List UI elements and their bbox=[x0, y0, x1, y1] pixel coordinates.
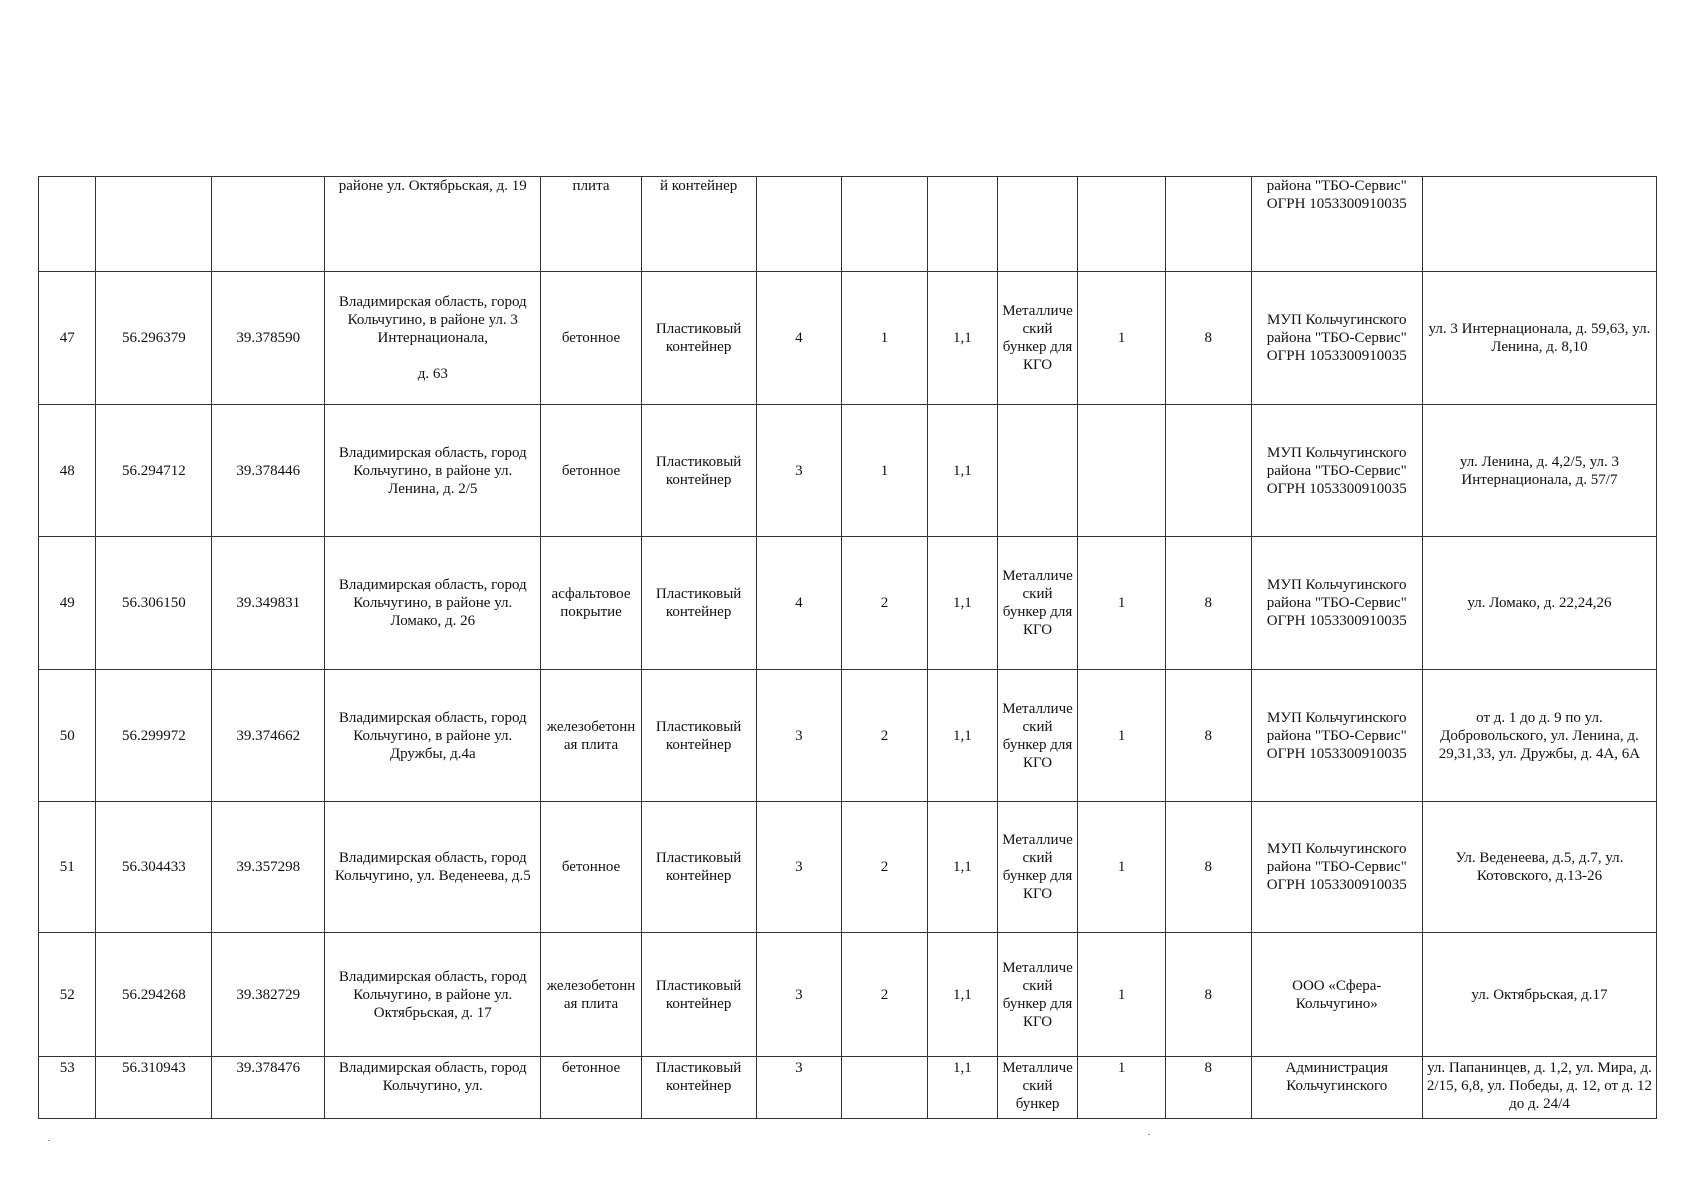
cell-area bbox=[756, 177, 842, 272]
cell-address: Владимирская область, город Кольчугино, ул. Веденеева, д.5 bbox=[325, 802, 541, 933]
cell-volume: 1,1 bbox=[927, 272, 997, 405]
cell-owner: МУП Кольчугинского района "ТБО-Сервис" ОГРН 1053300910035 bbox=[1251, 802, 1422, 933]
cell-area: 4 bbox=[756, 272, 842, 405]
cell-address: районе ул. Октябрьская, д. 19 bbox=[325, 177, 541, 272]
cell-volume: 1,1 bbox=[927, 405, 997, 537]
cell-address: Владимирская область, город Кольчугино, в районе ул. Дружбы, д.4а bbox=[325, 670, 541, 802]
cell-longitude: 39.378476 bbox=[212, 1057, 325, 1119]
cell-num: 52 bbox=[39, 933, 96, 1057]
cell-num: 48 bbox=[39, 405, 96, 537]
cell-address: Владимирская область, город Кольчугино, в районе ул. 3 Интернационала, д. 63 bbox=[325, 272, 541, 405]
cell-area: 3 bbox=[756, 670, 842, 802]
cell-area: 3 bbox=[756, 1057, 842, 1119]
cell-owner: МУП Кольчугинского района "ТБО-Сервис" ОГРН 1053300910035 bbox=[1251, 405, 1422, 537]
table-row bbox=[39, 405, 1657, 537]
table-row bbox=[39, 537, 1657, 670]
cell-container-type: Пластиковый контейнер bbox=[641, 1057, 756, 1119]
cell-bunker-volume bbox=[1165, 177, 1251, 272]
cell-bunker: Металлический бункер bbox=[997, 1057, 1077, 1119]
cell-longitude: 39.349831 bbox=[212, 537, 325, 670]
cell-count bbox=[842, 1057, 928, 1119]
cell-num bbox=[39, 177, 96, 272]
cell-sources: Ул. Веденеева, д.5, д.7, ул. Котовского, д.13-26 bbox=[1422, 802, 1656, 933]
cell-longitude bbox=[212, 177, 325, 272]
cell-count: 2 bbox=[842, 933, 928, 1057]
cell-container-type: й контейнер bbox=[641, 177, 756, 272]
cell-bunker-count: 1 bbox=[1078, 537, 1166, 670]
cell-container-type: Пластиковый контейнер bbox=[641, 272, 756, 405]
container-sites-table bbox=[38, 176, 1657, 1119]
cell-surface: бетонное bbox=[541, 272, 641, 405]
cell-num: 47 bbox=[39, 272, 96, 405]
cell-sources: от д. 1 до д. 9 по ул. Добровольского, ул. Ленина, д. 29,31,33, ул. Дружбы, д. 4А, 6А bbox=[1422, 670, 1656, 802]
cell-bunker-count: 1 bbox=[1078, 1057, 1166, 1119]
table-row bbox=[39, 933, 1657, 1057]
cell-area: 3 bbox=[756, 405, 842, 537]
cell-surface: бетонное bbox=[541, 1057, 641, 1119]
cell-bunker-volume: 8 bbox=[1165, 802, 1251, 933]
cell-address: Владимирская область, город Кольчугино, в районе ул. Ломако, д. 26 bbox=[325, 537, 541, 670]
cell-owner: МУП Кольчугинского района "ТБО-Сервис" ОГРН 1053300910035 bbox=[1251, 272, 1422, 405]
cell-num: 50 bbox=[39, 670, 96, 802]
cell-longitude: 39.378590 bbox=[212, 272, 325, 405]
cell-surface: асфальтовое покрытие bbox=[541, 537, 641, 670]
cell-volume: 1,1 bbox=[927, 1057, 997, 1119]
cell-container-type: Пластиковый контейнер bbox=[641, 670, 756, 802]
cell-count: 2 bbox=[842, 802, 928, 933]
scan-speck bbox=[48, 1140, 50, 1141]
cell-bunker-count bbox=[1078, 405, 1166, 537]
cell-bunker-count: 1 bbox=[1078, 802, 1166, 933]
cell-surface: плита bbox=[541, 177, 641, 272]
cell-bunker: Металлический бункер для КГО bbox=[997, 933, 1077, 1057]
cell-surface: бетонное bbox=[541, 405, 641, 537]
cell-address: Владимирская область, город Кольчугино, в районе ул. Октябрьская, д. 17 bbox=[325, 933, 541, 1057]
cell-bunker bbox=[997, 405, 1077, 537]
cell-count: 1 bbox=[842, 405, 928, 537]
scan-speck bbox=[1148, 1134, 1150, 1135]
cell-surface: железобетонная плита bbox=[541, 670, 641, 802]
cell-volume: 1,1 bbox=[927, 537, 997, 670]
cell-latitude: 56.304433 bbox=[96, 802, 212, 933]
cell-longitude: 39.378446 bbox=[212, 405, 325, 537]
cell-container-type: Пластиковый контейнер bbox=[641, 537, 756, 670]
cell-owner: Администрация Кольчугинского bbox=[1251, 1057, 1422, 1119]
table-row bbox=[39, 670, 1657, 802]
cell-bunker-volume: 8 bbox=[1165, 272, 1251, 405]
cell-sources: ул. Ленина, д. 4,2/5, ул. 3 Интернационала, д. 57/7 bbox=[1422, 405, 1656, 537]
cell-longitude: 39.382729 bbox=[212, 933, 325, 1057]
cell-num: 51 bbox=[39, 802, 96, 933]
cell-volume: 1,1 bbox=[927, 802, 997, 933]
cell-sources bbox=[1422, 177, 1656, 272]
table-row bbox=[39, 272, 1657, 405]
cell-num: 53 bbox=[39, 1057, 96, 1119]
table-row bbox=[39, 1057, 1657, 1119]
cell-address: Владимирская область, город Кольчугино, ул. bbox=[325, 1057, 541, 1119]
cell-count: 1 bbox=[842, 272, 928, 405]
cell-bunker: Металлический бункер для КГО bbox=[997, 272, 1077, 405]
cell-bunker-volume: 8 bbox=[1165, 933, 1251, 1057]
cell-bunker-count bbox=[1078, 177, 1166, 272]
cell-longitude: 39.357298 bbox=[212, 802, 325, 933]
cell-volume: 1,1 bbox=[927, 933, 997, 1057]
cell-address: Владимирская область, город Кольчугино, в районе ул. Ленина, д. 2/5 bbox=[325, 405, 541, 537]
cell-owner: района "ТБО-Сервис" ОГРН 1053300910035 bbox=[1251, 177, 1422, 272]
cell-sources: ул. 3 Интернационала, д. 59,63, ул. Ленина, д. 8,10 bbox=[1422, 272, 1656, 405]
cell-bunker-count: 1 bbox=[1078, 933, 1166, 1057]
cell-sources: ул. Октябрьская, д.17 bbox=[1422, 933, 1656, 1057]
cell-area: 3 bbox=[756, 802, 842, 933]
cell-area: 3 bbox=[756, 933, 842, 1057]
cell-bunker-volume: 8 bbox=[1165, 670, 1251, 802]
cell-surface: железобетонная плита bbox=[541, 933, 641, 1057]
cell-latitude: 56.306150 bbox=[96, 537, 212, 670]
cell-bunker-count: 1 bbox=[1078, 272, 1166, 405]
table-row bbox=[39, 802, 1657, 933]
cell-bunker: Металлический бункер для КГО bbox=[997, 802, 1077, 933]
cell-count: 2 bbox=[842, 670, 928, 802]
cell-sources: ул. Ломако, д. 22,24,26 bbox=[1422, 537, 1656, 670]
cell-owner: МУП Кольчугинского района "ТБО-Сервис" ОГРН 1053300910035 bbox=[1251, 670, 1422, 802]
cell-latitude: 56.310943 bbox=[96, 1057, 212, 1119]
cell-sources: ул. Папанинцев, д. 1,2, ул. Мира, д. 2/15, 6,8, ул. Победы, д. 12, от д. 12 до д. 24/4 bbox=[1422, 1057, 1656, 1119]
continuation-row bbox=[39, 177, 1657, 272]
cell-container-type: Пластиковый контейнер bbox=[641, 933, 756, 1057]
cell-bunker-volume: 8 bbox=[1165, 537, 1251, 670]
cell-bunker bbox=[997, 177, 1077, 272]
cell-count: 2 bbox=[842, 537, 928, 670]
cell-bunker-count: 1 bbox=[1078, 670, 1166, 802]
cell-num: 49 bbox=[39, 537, 96, 670]
cell-volume bbox=[927, 177, 997, 272]
cell-volume: 1,1 bbox=[927, 670, 997, 802]
cell-count bbox=[842, 177, 928, 272]
cell-bunker: Металлический бункер для КГО bbox=[997, 537, 1077, 670]
cell-bunker-volume bbox=[1165, 405, 1251, 537]
cell-surface: бетонное bbox=[541, 802, 641, 933]
cell-latitude: 56.294712 bbox=[96, 405, 212, 537]
cell-bunker-volume: 8 bbox=[1165, 1057, 1251, 1119]
cell-area: 4 bbox=[756, 537, 842, 670]
cell-longitude: 39.374662 bbox=[212, 670, 325, 802]
cell-container-type: Пластиковый контейнер bbox=[641, 802, 756, 933]
cell-latitude bbox=[96, 177, 212, 272]
cell-latitude: 56.294268 bbox=[96, 933, 212, 1057]
cell-latitude: 56.296379 bbox=[96, 272, 212, 405]
cell-owner: ООО «Сфера-Кольчугино» bbox=[1251, 933, 1422, 1057]
cell-owner: МУП Кольчугинского района "ТБО-Сервис" ОГРН 1053300910035 bbox=[1251, 537, 1422, 670]
cell-bunker: Металлический бункер для КГО bbox=[997, 670, 1077, 802]
cell-latitude: 56.299972 bbox=[96, 670, 212, 802]
cell-container-type: Пластиковый контейнер bbox=[641, 405, 756, 537]
